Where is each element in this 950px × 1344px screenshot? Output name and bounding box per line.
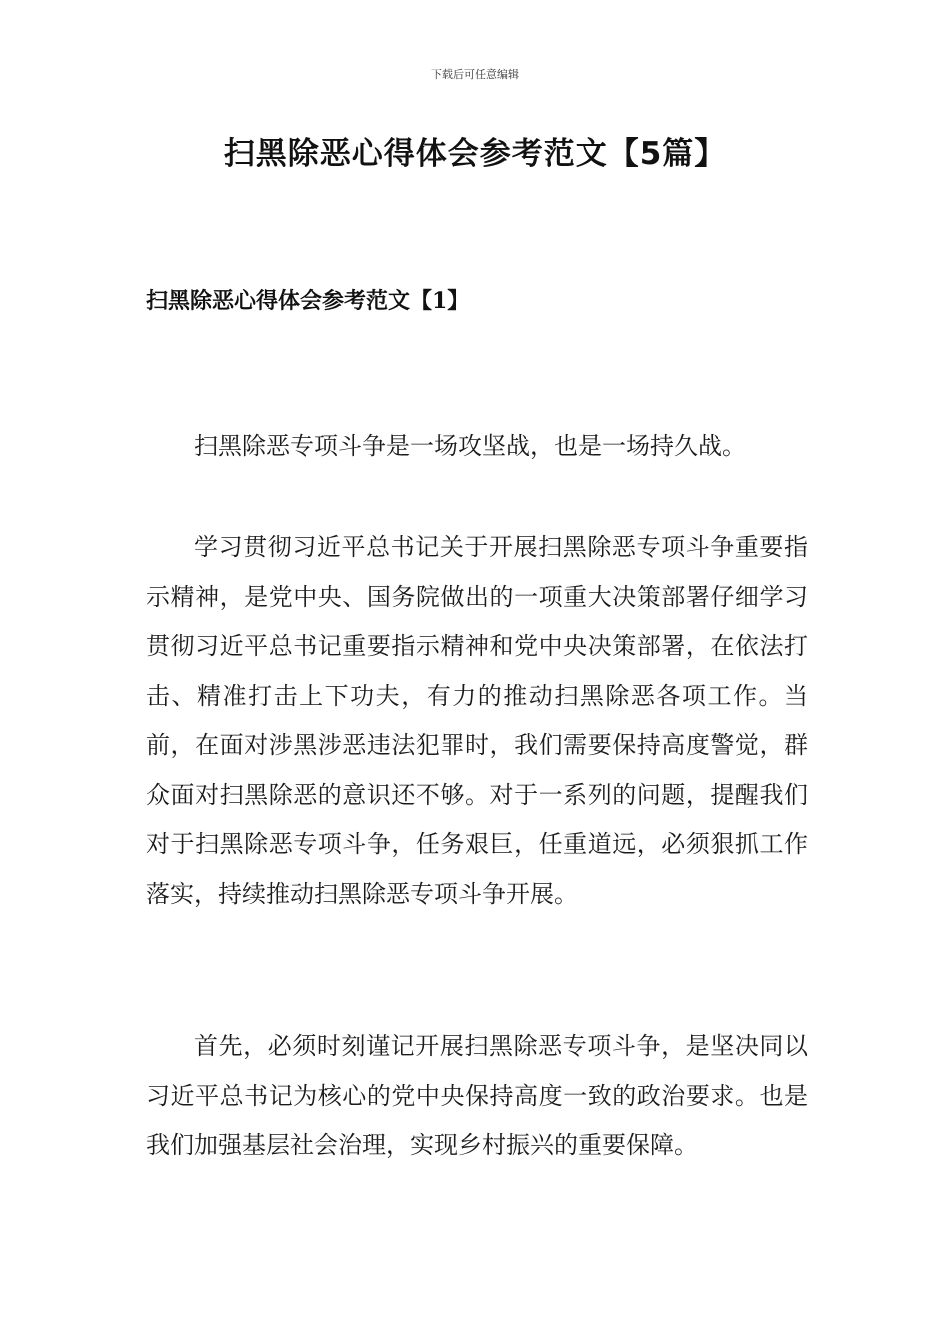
paragraph-2: 学习贯彻习近平总书记关于开展扫黑除恶专项斗争重要指示精神，是党中央、国务院做出的一项重大决策部署仔细学习贯彻习近平总书记重要指示精神和党中央决策部署，在依法打击、精准打击上下功夫，有力的推动扫黑除恶各项工作。当前，在面对涉黑涉恶违法犯罪时，我们需要保持高度警觉，群众面对扫黑除恶的意识还不够。对于一系列的问题，提醒我们对于扫黑除恶专项斗争，任务艰巨，任重道远，必须狠抓工作落实，持续推动扫黑除恶专项斗争开展。 [146, 533, 808, 908]
paragraph-1: 扫黑除恶专项斗争是一场攻坚战，也是一场持久战。 [194, 432, 746, 460]
header-note: 下载后可任意编辑 [431, 68, 519, 81]
paragraph-3: 首先，必须时刻谨记开展扫黑除恶专项斗争，是坚决同以习近平总书记为核心的党中央保持高度一致的政治要求。也是我们加强基层社会治理，实现乡村振兴的重要保障。 [146, 1032, 808, 1159]
document-title: 扫黑除恶心得体会参考范文【5篇】 [223, 136, 727, 172]
section-heading: 扫黑除恶心得体会参考范文【1】 [146, 288, 470, 314]
